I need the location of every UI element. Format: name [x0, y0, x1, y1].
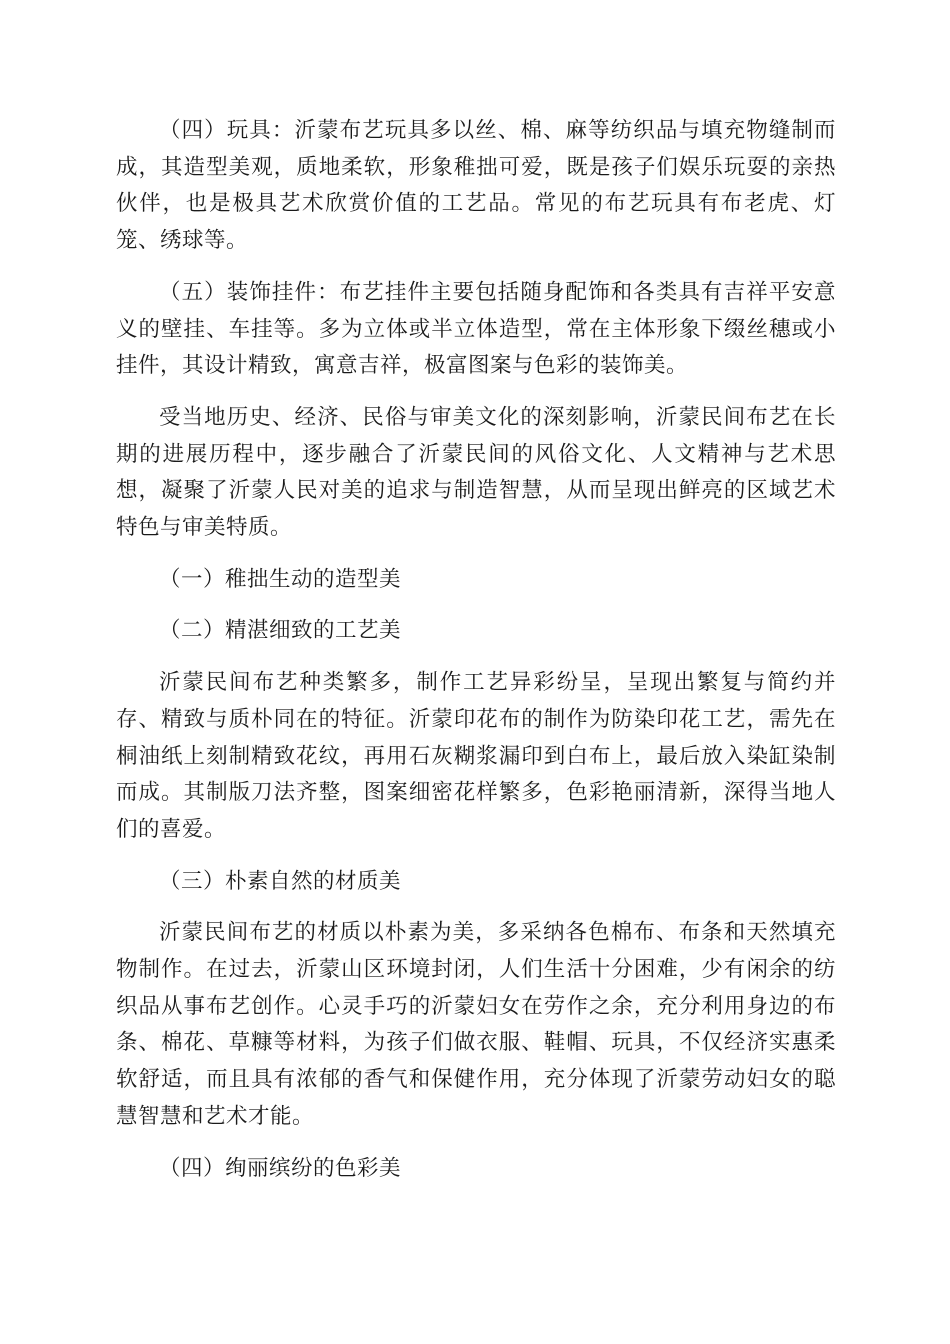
paragraph-gap — [116, 385, 836, 400]
paragraph-toys: （四）玩具：沂蒙布艺玩具多以丝、棉、麻等纺织品与填充物缝制而成，其造型美观，质地柔软，形象稚拙可爱，既是孩子们娱乐玩耍的亲热伙伴，也是极具艺术欣赏价值的工艺品。常见的布艺玩具有布老虎、灯笼、绣球等。 — [116, 118, 836, 254]
paragraph-gap — [116, 1136, 836, 1151]
paragraph-gap — [116, 547, 836, 562]
document-body — [116, 113, 836, 1187]
paragraph-gap — [116, 900, 836, 915]
section-heading-material: （三）朴素自然的材质美 — [159, 868, 402, 894]
paragraph-gap — [116, 598, 836, 613]
paragraph-regional-features: 受当地历史、经济、民俗与审美文化的深刻影响，沂蒙民间布艺在长期的进展历程中，逐步融合了沂蒙民间的风俗文化、人文精神与艺术思想，凝聚了沂蒙人民对美的追求与制造智慧，从而呈现出鲜亮的区域艺术特色与审美特质。 — [116, 404, 836, 541]
paragraph-craft: 沂蒙民间布艺种类繁多，制作工艺异彩纷呈，呈现出繁复与简约并存、精致与质朴同在的特征。沂蒙印花布的制作为防染印花工艺，需先在桐油纸上刻制精致花纹，再用石灰糊浆漏印到白布上，最后放入染缸染制而成。其制版刀法齐整，图案细密花样繁多，色彩艳丽清新，深得当地人们的喜爱。 — [116, 670, 836, 842]
paragraph-gap — [116, 849, 836, 864]
paragraph-gap — [116, 650, 836, 665]
paragraph-decorative-pendants: （五）装饰挂件：布艺挂件主要包括随身配饰和各类具有吉祥平安意义的壁挂、车挂等。多为立体或半立体造型，常在主体形象下缀丝穗或小挂件，其设计精致，寓意吉祥，极富图案与色彩的装饰美。 — [116, 279, 836, 379]
section-heading-color: （四）绚丽缤纷的色彩美 — [159, 1155, 402, 1181]
section-heading-craft: （二）精湛细致的工艺美 — [159, 618, 402, 644]
paragraph-gap — [116, 260, 836, 275]
paragraph-material: 沂蒙民间布艺的材质以朴素为美，多采纳各色棉布、布条和天然填充物制作。在过去，沂蒙山区环境封闭，人们生活十分困难，少有闲余的纺织品从事布艺创作。心灵手巧的沂蒙妇女在劳作之余，充分利用身边的布条、棉花、草糠等材料，为孩子们做衣服、鞋帽、玩具，不仅经济实惠柔软舒适，而且具有浓郁的香气和保健作用，充分体现了沂蒙劳动妇女的聪慧智慧和艺术才能。 — [116, 920, 836, 1129]
section-heading-form: （一）稚拙生动的造型美 — [159, 566, 402, 592]
